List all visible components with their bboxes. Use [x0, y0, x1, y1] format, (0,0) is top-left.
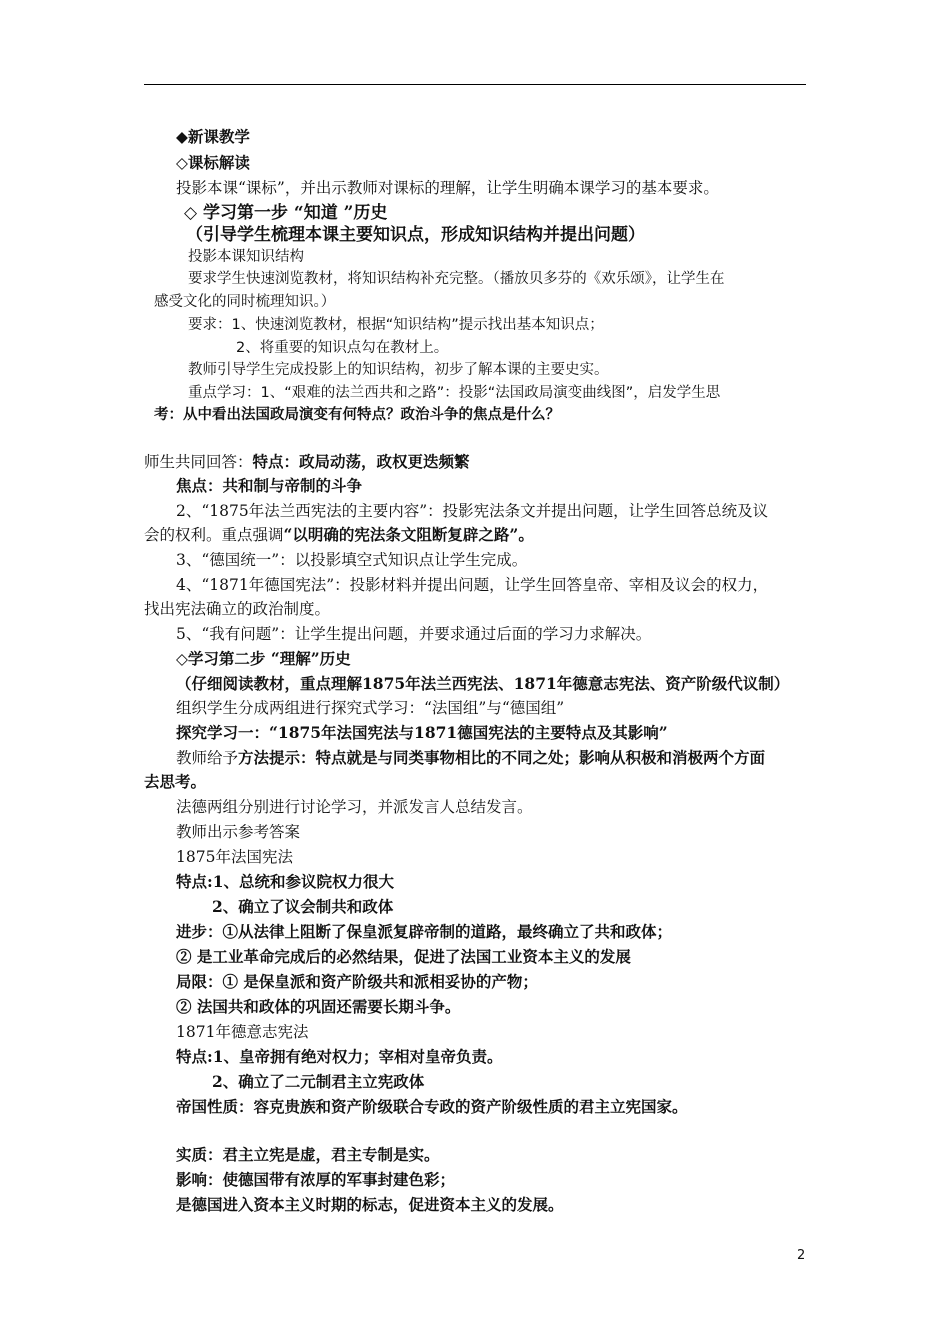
paragraph-line: 3、“德国统一”：以投影填空式知识点让学生完成。 — [176, 551, 528, 569]
emphasis-text: “以明确的宪法条文阻断复辟之路”。 — [283, 525, 534, 544]
answer-line: ② 是工业革命完成后的必然结果，促进了法国工业资本主义的发展 — [176, 947, 631, 966]
paragraph-line: 法德两组分别进行讨论学习，并派发言人总结发言。 — [176, 798, 533, 816]
answer-line: 实质：君主立宪是虚，君主专制是实。 — [176, 1145, 440, 1164]
method-hint: 方法提示：特点就是与同类事物相比的不同之处；影响从积极和消极两个方面 — [238, 748, 766, 767]
paragraph-line: 4、“1871年德国宪法”：投影材料并提出问题，让学生回答皇帝、宰相及议会的权力， — [176, 576, 769, 594]
text-run: 教师给予 — [176, 749, 239, 767]
inquiry-heading: 探究学习一：“1875年法国宪法与1871德国宪法的主要特点及其影响” — [176, 723, 668, 742]
paragraph-line: 5、“我有问题”：让学生提出问题，并要求通过后面的学习力求解决。 — [176, 625, 652, 643]
answer-label: 师生共同回答： — [144, 453, 253, 471]
answer-line: 帝国性质：容克贵族和资产阶级联合专政的资产阶级性质的君主立宪国家。 — [176, 1097, 688, 1116]
step-subheading: （仔细阅读教材，重点理解1875年法兰西宪法、1871年德意志宪法、资产阶级代议制） — [176, 674, 790, 693]
answer-focus: 焦点：共和制与帝制的斗争 — [176, 476, 363, 495]
answer-line: ② 法国共和政体的巩固还需要长期斗争。 — [176, 997, 461, 1016]
page-number: 2 — [797, 1248, 806, 1263]
paragraph-line: 投影本课“课标”，并出示教师对课标的理解，让学生明确本课学习的基本要求。 — [176, 179, 719, 197]
paragraph-line: 教师引导学生完成投影上的知识结构，初步了解本课的主要史实。 — [188, 362, 609, 378]
answer-line: 局限：① 是保皇派和资产阶级共和派相妥协的产物； — [176, 972, 538, 991]
answer-heading: 1875年法国宪法 — [176, 848, 293, 866]
paragraph-line: 2、将重要的知识点勾在教材上。 — [236, 340, 449, 356]
paragraph-line: 要求：1、快速浏览教材，根据“知识结构”提示找出基本知识点； — [188, 317, 604, 333]
section-heading: ◆新课教学 — [176, 127, 250, 146]
paragraph-line: 去思考。 — [144, 772, 207, 791]
step-heading: ◇学习第二步 “理解”历史 — [176, 649, 351, 668]
paragraph-line: 组织学生分成两组进行探究式学习：“法国组”与“德国组” — [176, 699, 565, 717]
answer-line: 特点:1、总统和参议院权力很大 — [176, 872, 395, 891]
answer-line: 是德国进入资本主义时期的标志，促进资本主义的发展。 — [176, 1195, 564, 1214]
answer-line: 2、确立了议会制共和政体 — [212, 897, 394, 916]
paragraph-line: 要求学生快速浏览教材，将知识结构补充完整。（播放贝多芬的《欢乐颂》，让学生在 — [188, 271, 725, 287]
paragraph-line: 投影本课知识结构 — [188, 249, 304, 265]
paragraph-line: 2、“1875年法兰西宪法的主要内容”：投影宪法条文并提出问题，让学生回答总统及议 — [176, 502, 769, 520]
paragraph-line — [176, 748, 765, 768]
answer-line: 特点:1、皇帝拥有绝对权力；宰相对皇帝负责。 — [176, 1047, 503, 1066]
paragraph-line: 考：从中看出法国政局演变有何特点？政治斗争的焦点是什么？ — [154, 407, 560, 423]
step-subheading: （引导学生梳理本课主要知识点，形成知识结构并提出问题） — [186, 225, 645, 245]
text-run: 会的权利。重点强调 — [144, 526, 284, 544]
answer-line: 影响：使德国带有浓厚的军事封建色彩； — [176, 1170, 456, 1189]
paragraph-line: 找出宪法确立的政治制度。 — [144, 600, 331, 618]
subsection-heading: ◇课标解读 — [176, 153, 250, 172]
answer-heading: 1871年德意志宪法 — [176, 1023, 309, 1041]
paragraph-line: 感受文化的同时梳理知识。） — [154, 294, 336, 310]
step-heading: ◇ 学习第一步 “知道 ”历史 — [184, 203, 388, 223]
answer-line: 2、确立了二元制君主立宪政体 — [212, 1072, 425, 1091]
answer-line: 进步：①从法律上阻断了保皇派复辟帝制的道路，最终确立了共和政体； — [176, 922, 673, 941]
paragraph-line — [144, 525, 534, 545]
answer-feature: 特点：政局动荡，政权更迭频繁 — [252, 452, 470, 471]
answer-intro — [144, 452, 470, 472]
paragraph-line: 重点学习：1、“艰难的法兰西共和之路”：投影“法国政局演变曲线图”，启发学生思 — [188, 385, 721, 401]
paragraph-line: 教师出示参考答案 — [176, 823, 301, 841]
header-rule — [144, 84, 806, 85]
